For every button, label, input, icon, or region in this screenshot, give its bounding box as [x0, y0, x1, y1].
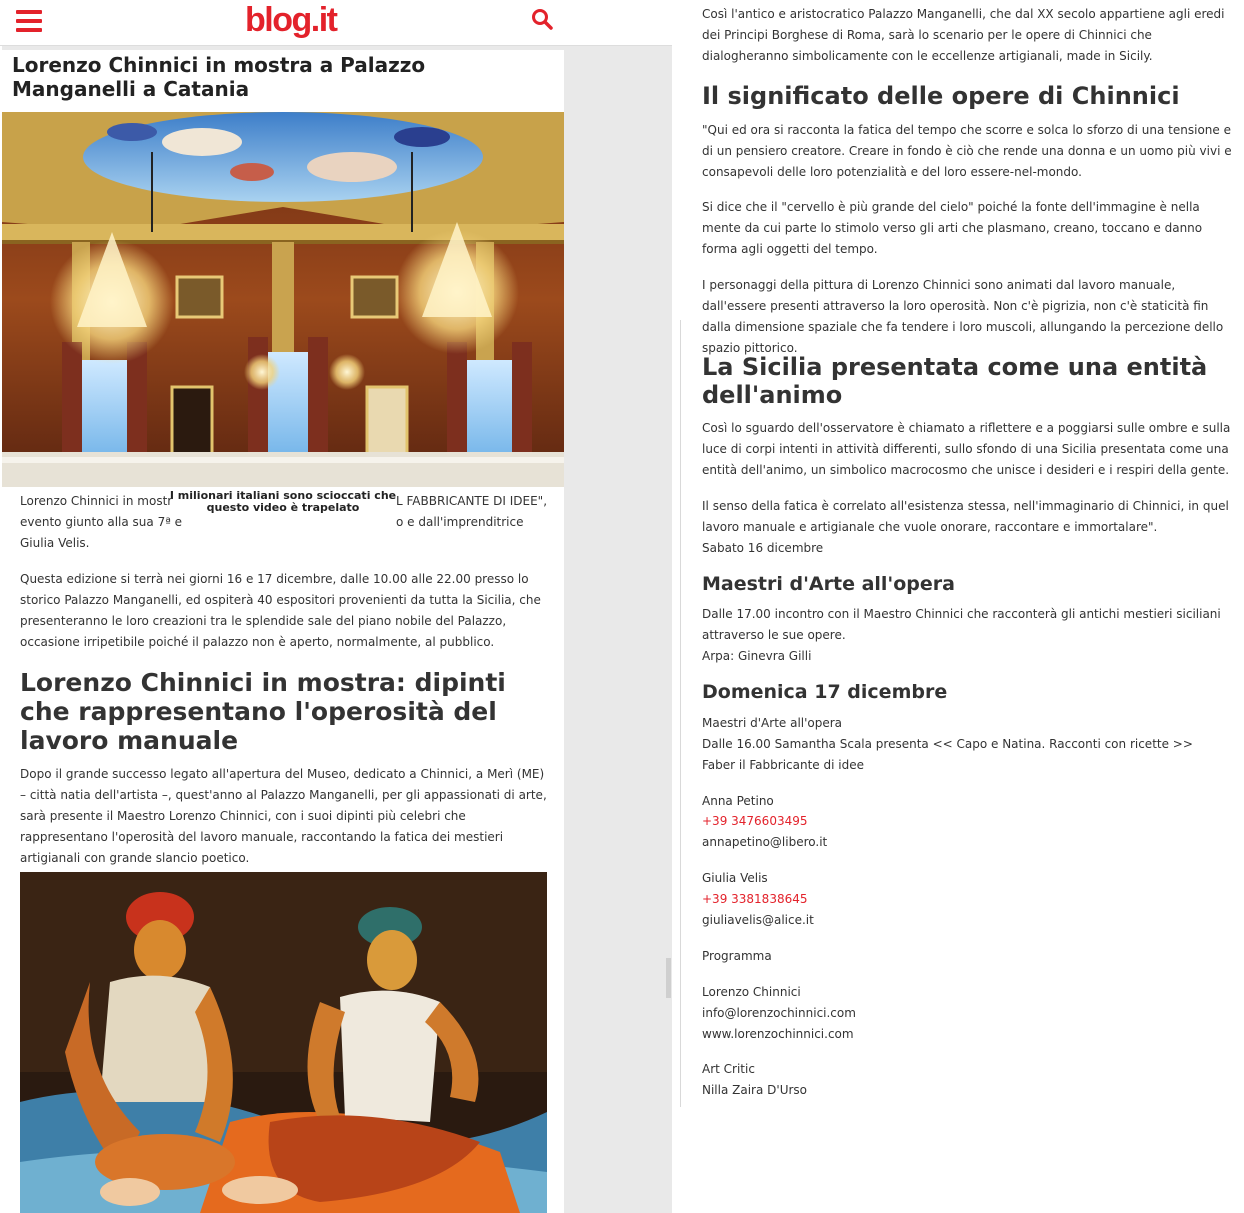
contact-1-name: Anna Petino [702, 794, 774, 808]
programma-label: Programma [702, 949, 772, 963]
intro-paragraph [20, 491, 548, 554]
arpa-line: Arpa: Ginevra Gilli [702, 649, 812, 663]
sicilia-paragraph-2: Il senso della fatica è correlato all'esistenza stessa, nell'immaginario di Chinnici, in quel lavoro manuale e artigianale che vuole onorare, raccontare e immortalare". [702, 499, 1229, 534]
top-navbar [0, 0, 672, 46]
intro-line1-start: Lorenzo Chinnici in mostr [20, 494, 173, 508]
domenica-line-2: Dalle 16.00 Samantha Scala presenta << Capo e Natina. Racconti con ricette >> [702, 737, 1193, 751]
artist-website: www.lorenzochinnici.com [702, 1027, 854, 1041]
menu-icon[interactable] [16, 10, 42, 32]
palace-hall-image [2, 112, 564, 487]
critic-label: Art Critic [702, 1062, 755, 1076]
sicilia-paragraph-1: Così lo sguardo dell'osservatore è chiamato a riflettere e a poggiarsi sulle ombre e sulla luce di corpi intenti in attività differenti, sullo sfondo di una Sicilia presentata come una entità dell'animo, un simbolico macrocosmo che unisce i desideri e i respiri della gente. [702, 421, 1231, 477]
significato-paragraph-3: I personaggi della pittura di Lorenzo Chinnici sono animati dal lavoro manuale, dall'essere presenti attraverso la loro operosità. Non c'è pigrizia, non c'è staticità fin dalla dimensione spaziale che fa tendere i loro muscoli, allungando la percezione dello spazio pittorico. [702, 278, 1224, 355]
event-dates-paragraph: Questa edizione si terrà nei giorni 16 e 17 dicembre, dalle 10.00 alle 22.00 presso lo storico Palazzo Manganelli, ed ospiterà 40 espositori provenienti da tutta la Sicilia, che presenteranno le loro creazioni tra le splendide sale del piano nobile del Palazzo, occasione irripetibile poiché il palazzo non è aperto, normalmente, al pubblico. [20, 572, 541, 649]
domenica-line-1: Maestri d'Arte all'opera [702, 716, 843, 730]
intro-line2-end: o e dall'imprenditrice [396, 515, 524, 529]
sabato-date: Sabato 16 dicembre [702, 541, 824, 555]
search-icon[interactable] [531, 8, 553, 30]
right-panel [672, 0, 1244, 1213]
chinnici-painting-image [20, 872, 547, 1213]
critic-name: Nilla Zaira D'Urso [702, 1083, 808, 1097]
contact-2-email: giuliavelis@alice.it [702, 913, 814, 927]
divider-line [680, 320, 681, 1107]
artist-email: info@lorenzochinnici.com [702, 1006, 856, 1020]
contact-2-name: Giulia Velis [702, 871, 768, 885]
intro-line2-start: evento giunto alla sua 7ª e [20, 515, 183, 529]
contact-2-phone-link[interactable]: +39 3381838645 [702, 892, 808, 906]
contact-1-phone-link[interactable]: +39 3476603495 [702, 814, 808, 828]
significato-paragraph-1: "Qui ed ora si racconta la fatica del tempo che scorre e solca lo sforzo di una tensione e di un pensiero creatore. Creare in fondo è ciò che rende una donna e un uomo più vivi e consapevoli delle loro potenzialità e del loro essere-nel-mondo. [702, 123, 1232, 179]
domenica-line-3: Faber il Fabbricante di idee [702, 758, 864, 772]
heading-significato: Il significato delle opere di Chinnici [702, 82, 1180, 110]
section-heading-operosita: Lorenzo Chinnici in mostra: dipinti che rappresentano l'operosità del lavoro manuale [20, 668, 506, 755]
site-logo[interactable]: blog.it [245, 1, 337, 39]
heading-maestri: Maestri d'Arte all'opera [702, 573, 955, 595]
museum-paragraph: Dopo il grande successo legato all'apertura del Museo, dedicato a Chinnici, a Merì (ME) – città natia dell'artista –, quest'anno al Palazzo Manganelli, per gli appassionati di arte, sarà presente il Maestro Lorenzo Chinnici, con i suoi dipinti più celebri che rappresentano l'operosità del lavoro manuale, raccontando la fatica dei mestieri artigianali con grande slancio poetico. [20, 767, 547, 865]
intro-line3: Giulia Velis. [20, 536, 90, 550]
contact-1-email: annapetino@libero.it [702, 835, 828, 849]
sponsored-ad-banner[interactable]: I milionari italiani sono scioccati che questo video è trapelato [168, 490, 398, 520]
scrollbar-thumb[interactable] [666, 958, 671, 998]
article-card [2, 50, 564, 1213]
article-title: Lorenzo Chinnici in mostra a Palazzo Manganelli a Catania [12, 53, 426, 101]
intro-line1-end: L FABBRICANTE DI IDEE", [396, 494, 548, 508]
maestri-paragraph: Dalle 17.00 incontro con il Maestro Chinnici che racconterà gli antichi mestieri siciliani attraverso le sue opere. [702, 607, 1221, 642]
significato-paragraph-2: Si dice che il "cervello è più grande del cielo" poiché la fonte dell'immagine è nella mente da cui parte lo stimolo verso gli arti che plasmano, creano, toccano e danno forma agli oggetti del tempo. [702, 200, 1203, 256]
palazzo-paragraph: Così l'antico e aristocratico Palazzo Manganelli, che dal XX secolo appartiene agli eredi dei Principi Borghese di Roma, sarà lo scenario per le opere di Chinnici che dialogheranno simbolicamente con le eccellenze artigianali, made in Sicily. [702, 7, 1225, 63]
heading-domenica: Domenica 17 dicembre [702, 681, 948, 703]
heading-sicilia: La Sicilia presentata come una entità dell'animo [702, 353, 1208, 409]
artist-name: Lorenzo Chinnici [702, 985, 801, 999]
